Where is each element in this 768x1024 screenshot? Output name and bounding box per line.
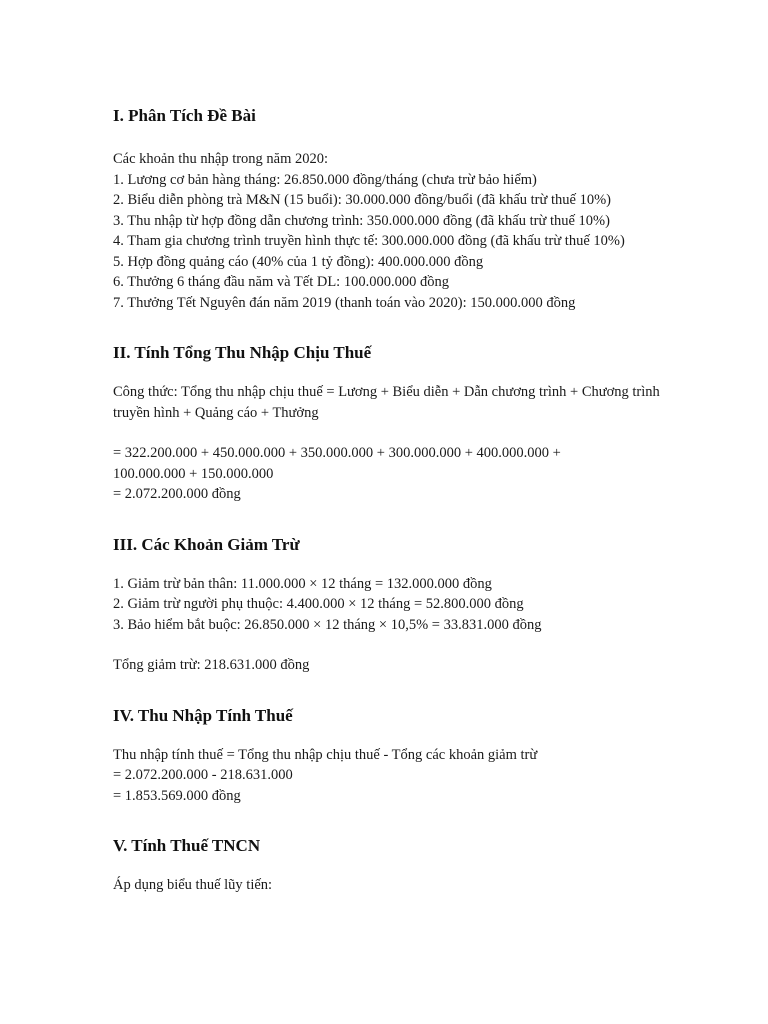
taxable-calculation xyxy=(113,443,673,505)
calc-line: = 322.200.000 + 450.000.000 + 350.000.000 + 300.000.000 + 400.000.000 + xyxy=(113,445,561,461)
assessable-line: = 1.853.569.000 đồng xyxy=(113,787,241,804)
document-page xyxy=(113,103,673,896)
section-heading-analysis: I. Phân Tích Đề Bài xyxy=(113,106,256,125)
income-list xyxy=(113,149,673,313)
income-item: 5. Hợp đồng quảng cáo (40% của 1 tỷ đồng): 400.000.000 đồng xyxy=(113,253,484,270)
income-item: 6. Thưởng 6 tháng đầu năm và Tết DL: 100.000.000 đồng xyxy=(113,274,449,290)
assessable-line: = 2.072.200.000 - 218.631.000 xyxy=(113,767,293,783)
income-item: 3. Thu nhập từ hợp đồng dẫn chương trình: 350.000.000 đồng (đã khấu trừ thuế 10%) xyxy=(113,212,610,229)
income-item: 2. Biểu diễn phòng trà M&N (15 buổi): 30.000.000 đồng/buổi (đã khấu trừ thuế 10%) xyxy=(113,192,611,208)
section-heading-deductions: III. Các Khoản Giảm Trừ xyxy=(113,534,300,554)
taxable-formula xyxy=(113,382,673,423)
section-heading-assessable-income: IV. Thu Nhập Tính Thuế xyxy=(113,705,293,725)
section-analysis xyxy=(113,103,673,313)
deduction-total-text: Tổng giảm trừ: 218.631.000 đồng xyxy=(113,657,310,673)
section-deductions xyxy=(113,532,673,676)
calc-result: = 2.072.200.000 đồng xyxy=(113,486,241,502)
section-heading-pit: V. Tính Thuế TNCN xyxy=(113,836,261,855)
income-item: 7. Thưởng Tết Nguyên đán năm 2019 (thanh toán vào 2020): 150.000.000 đồng xyxy=(113,294,576,311)
pit-intro: Áp dụng biểu thuế lũy tiến: xyxy=(113,877,273,893)
income-item: 4. Tham gia chương trình truyền hình thực tế: 300.000.000 đồng (đã khấu trừ thuế 10%) xyxy=(113,233,625,249)
section-heading-taxable-income: II. Tính Tổng Thu Nhập Chịu Thuế xyxy=(113,343,372,362)
formula-text: Công thức: Tổng thu nhập chịu thuế = Lương + Biểu diễn + Dẫn chương trình + Chương trình truyền hình + Quảng cáo + Thưởng xyxy=(113,384,660,421)
deduction-list xyxy=(113,574,673,636)
assessable-line: Thu nhập tính thuế = Tổng thu nhập chịu thuế - Tổng các khoản giảm trừ xyxy=(113,746,538,763)
deduction-item: 1. Giảm trừ bản thân: 11.000.000 × 12 tháng = 132.000.000 đồng xyxy=(113,575,492,592)
section-taxable-income xyxy=(113,340,673,505)
pit-intro-block xyxy=(113,875,673,896)
deduction-total xyxy=(113,655,673,676)
section-pit xyxy=(113,833,673,896)
income-item: 1. Lương cơ bản hàng tháng: 26.850.000 đồng/tháng (chưa trừ bảo hiểm) xyxy=(113,171,537,188)
section-assessable-income xyxy=(113,703,673,807)
deduction-item: 2. Giảm trừ người phụ thuộc: 4.400.000 × 12 tháng = 52.800.000 đồng xyxy=(113,596,524,612)
calc-line: 100.000.000 + 150.000.000 xyxy=(113,465,274,482)
assessable-calculation xyxy=(113,745,673,807)
deduction-item: 3. Bảo hiểm bắt buộc: 26.850.000 × 12 tháng × 10,5% = 33.831.000 đồng xyxy=(113,616,542,633)
income-intro: Các khoản thu nhập trong năm 2020: xyxy=(113,151,329,167)
